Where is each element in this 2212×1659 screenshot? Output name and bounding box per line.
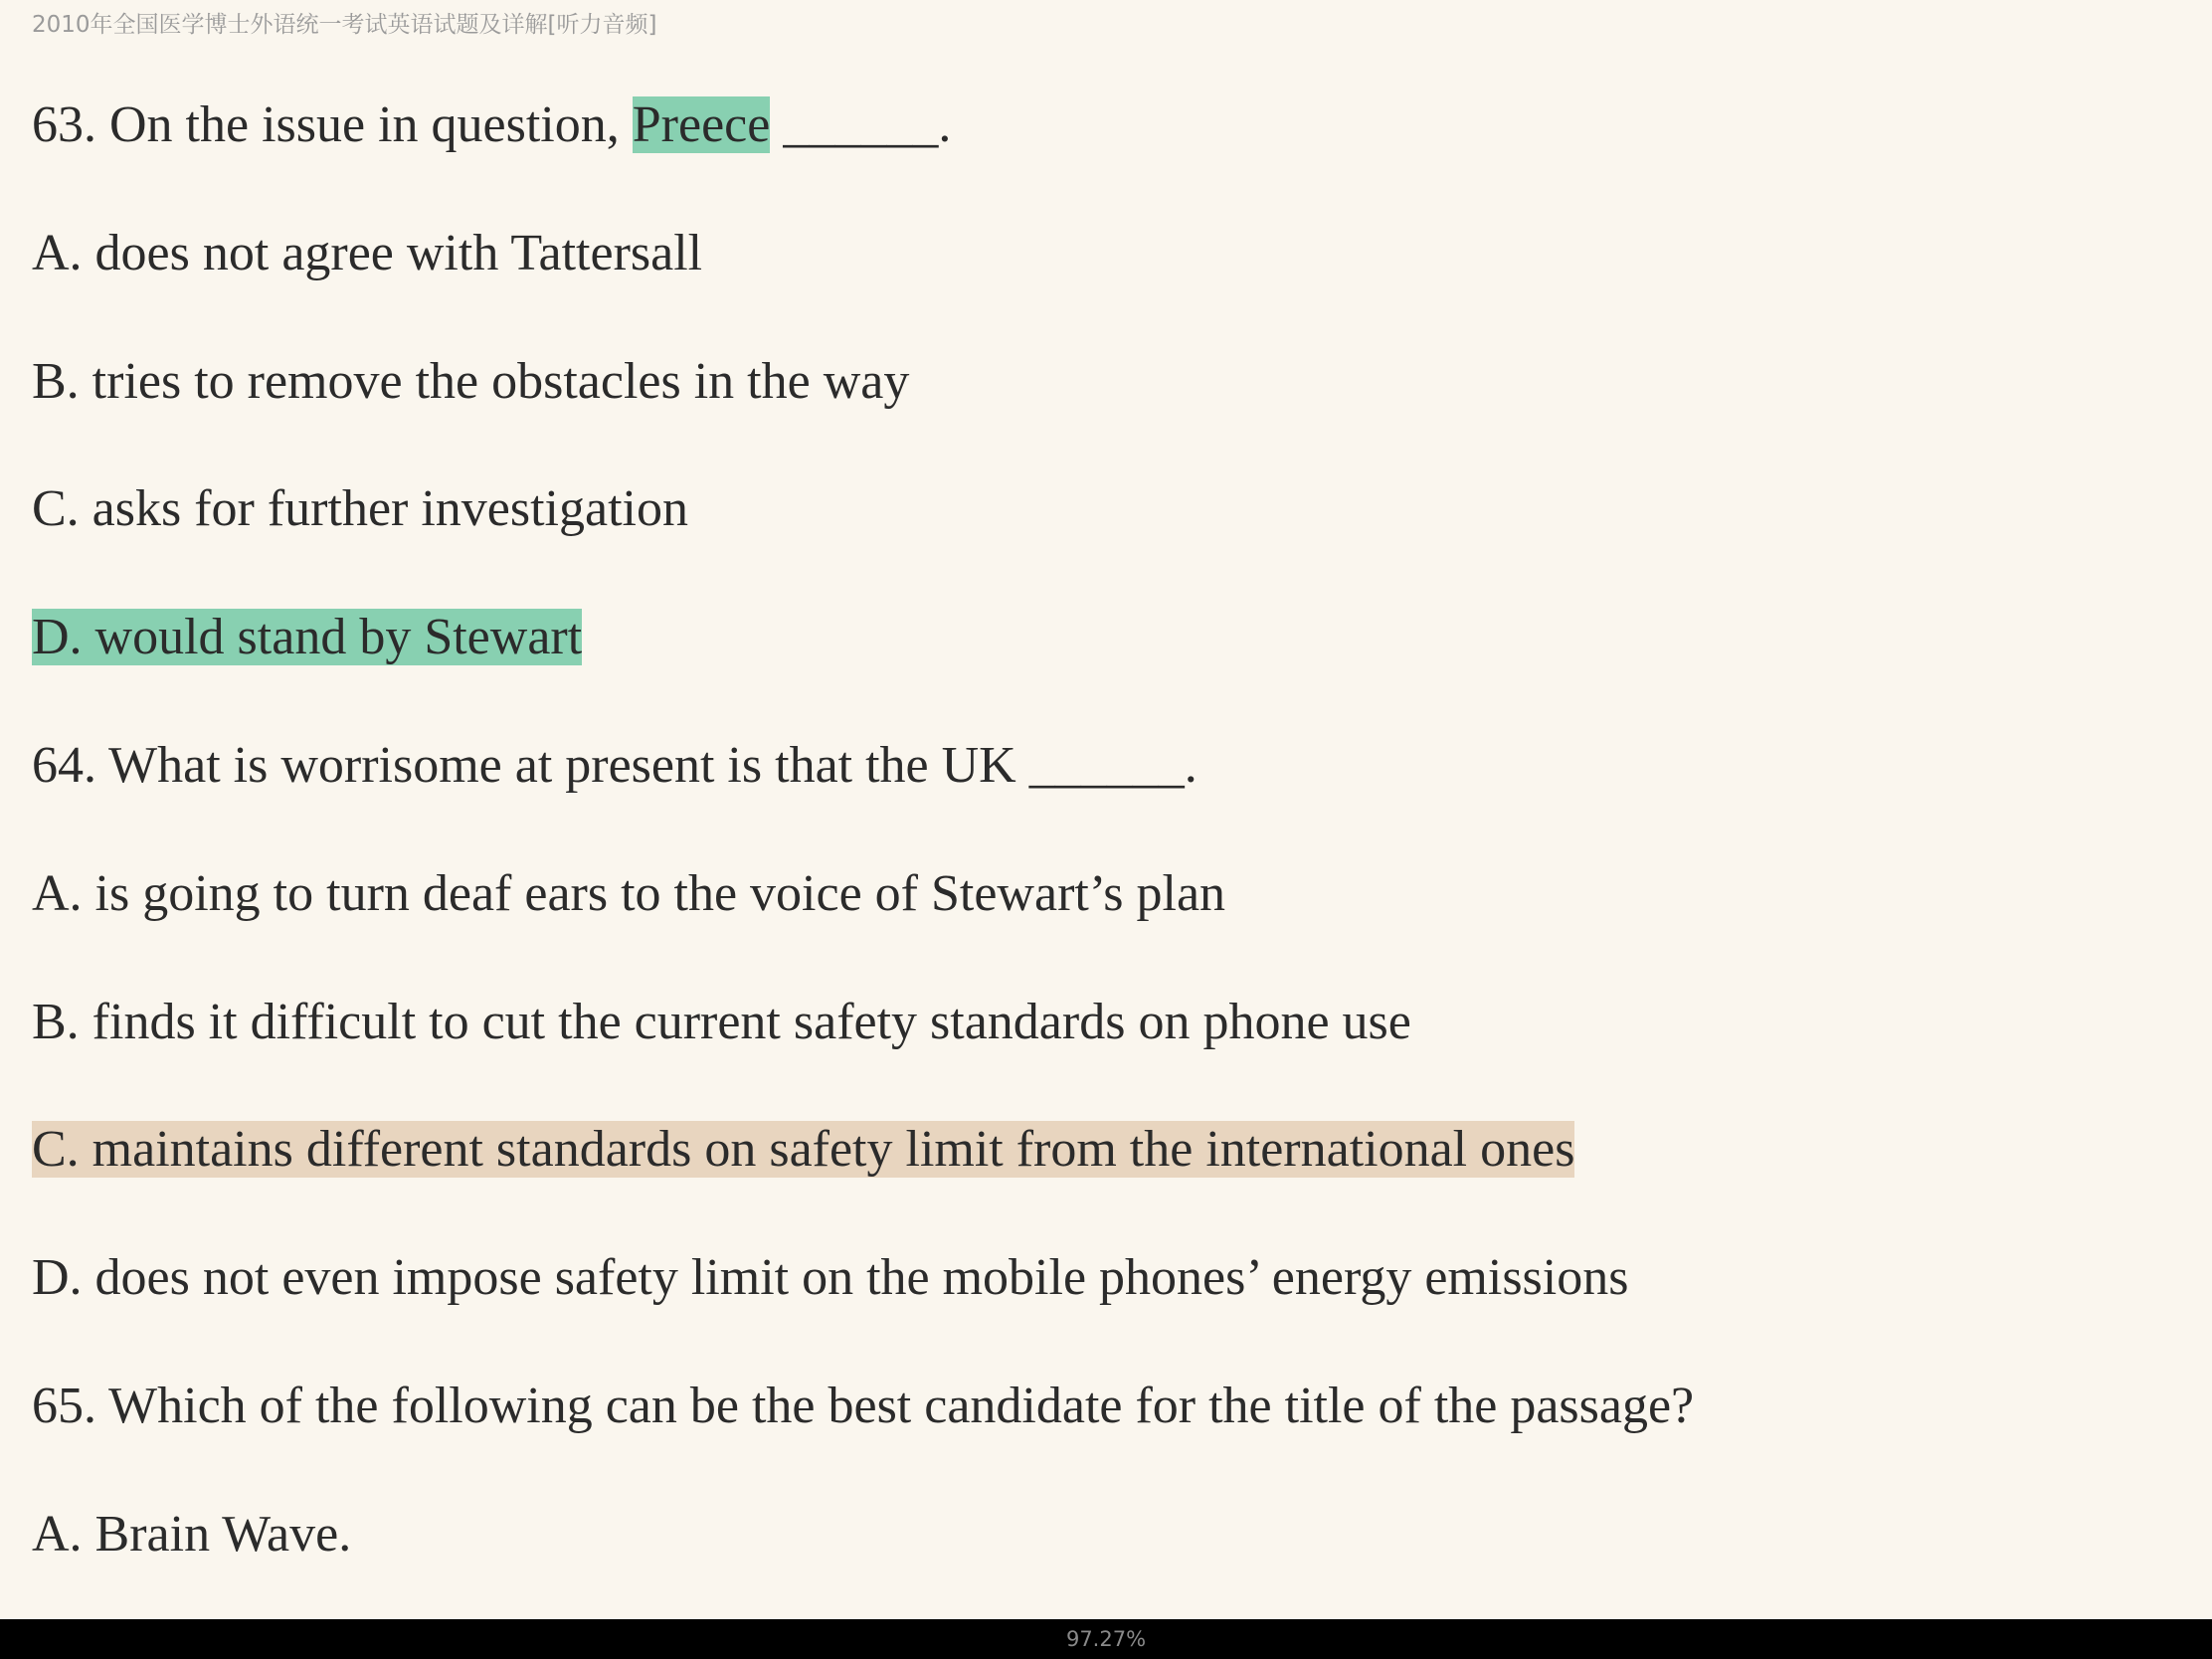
question-65-option-a: A. Brain Wave.: [32, 1506, 352, 1563]
question-63-option-d: [32, 608, 582, 667]
question-63-stem-prefix: 63. On the issue in question,: [32, 96, 633, 153]
question-64-option-c: [32, 1120, 1574, 1180]
reading-progress-percent: 97.27%: [1065, 1627, 1147, 1651]
question-63-option-b: B. tries to remove the obstacles in the way: [32, 353, 910, 410]
reading-progress-bar: [0, 1619, 2212, 1659]
question-65-stem: 65. Which of the following can be the best candidate for the title of the passage?: [32, 1378, 1695, 1434]
highlighted-text-option-c[interactable]: C. maintains different standards on safety limit from the international ones: [32, 1121, 1575, 1178]
highlighted-text-option-d[interactable]: D. would stand by Stewart: [32, 609, 583, 665]
question-63-option-c: C. asks for further investigation: [32, 480, 688, 537]
question-64-option-a: A. is going to turn deaf ears to the voice of Stewart’s plan: [32, 865, 1226, 922]
question-63-option-a: A. does not agree with Tattersall: [32, 225, 703, 281]
question-63-stem-suffix: ______.: [770, 96, 952, 153]
question-64-option-b: B. finds it difficult to cut the current safety standards on phone use: [32, 994, 1411, 1050]
highlighted-text-preece[interactable]: Preece: [632, 96, 771, 153]
question-64-stem: 64. What is worrisome at present is that the UK ______.: [32, 737, 1198, 794]
document-title: 2010年全国医学博士外语统一考试英语试题及详解[听力音频]: [32, 12, 657, 38]
question-64-option-d: D. does not even impose safety limit on the mobile phones’ energy emissions: [32, 1249, 1629, 1306]
question-63-stem: [32, 95, 951, 155]
